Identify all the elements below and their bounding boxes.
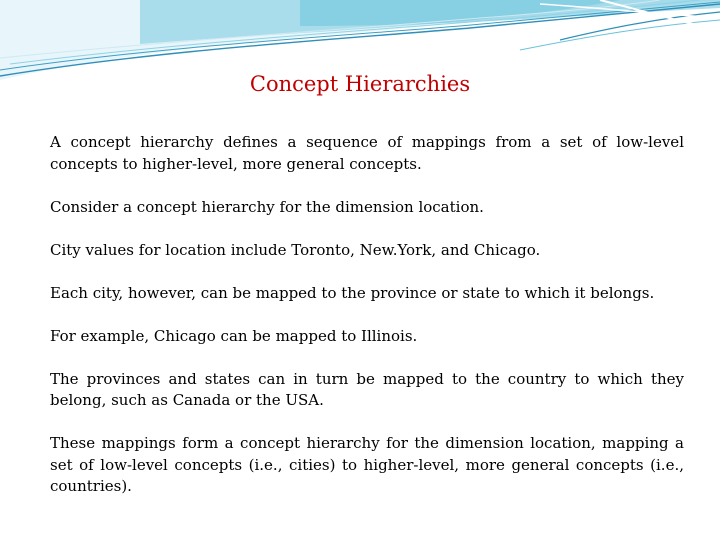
paragraph-consider: Consider a concept hierarchy for the dimension location.: [50, 197, 484, 216]
paragraph-summary: These mappings form a concept hierarchy for the dimension location, mapping a set of low-level concepts (i.e., cities) to higher-level, more general concepts (i.e., countries).: [50, 434, 684, 495]
paragraph-example: For example, Chicago can be mapped to Illinois.: [50, 326, 418, 345]
paragraph-city-mapping: Each city, however, can be mapped to the province or state to which it belongs.: [50, 283, 655, 302]
paragraph-definition: A concept hierarchy defines a sequence of mappings from a set of low-level concepts to higher-level, more general concepts.: [50, 133, 684, 173]
paragraph-city-values: City values for location include Toronto, New.York, and Chicago.: [50, 240, 541, 259]
slide-body: [50, 132, 684, 498]
header-wave-decoration: [0, 0, 720, 80]
paragraph-provinces: The provinces and states can in turn be mapped to the country to which they belong, such as Canada or the USA.: [50, 369, 684, 409]
wave-line-6: [520, 20, 720, 50]
slide-title: Concept Hierarchies: [249, 72, 471, 96]
